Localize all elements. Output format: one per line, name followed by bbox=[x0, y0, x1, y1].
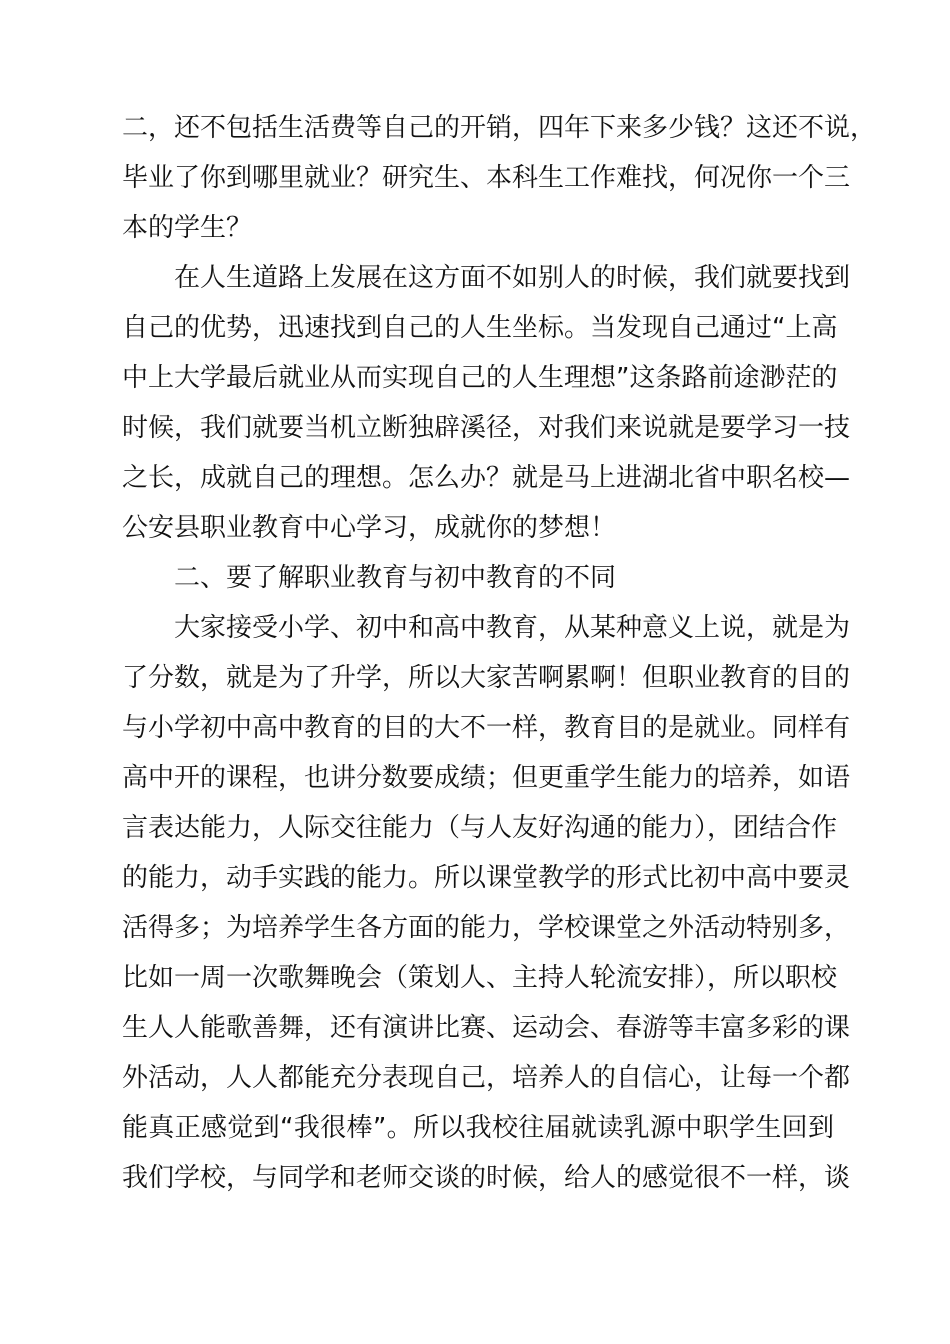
text-line: 活得多；为培养学生各方面的能力，学校课堂之外活动特别多， bbox=[122, 913, 851, 943]
text-line: 外活动，人人都能充分表现自己，培养人的自信心，让每一个都 bbox=[122, 1063, 851, 1093]
text-line: 高中开的课程，也讲分数要成绩；但更重学生能力的培养，如语 bbox=[122, 763, 851, 793]
text-line: 比如一周一次歌舞晚会（策划人、主持人轮流安排），所以职校 bbox=[122, 963, 838, 993]
text-line: 自己的优势，迅速找到自己的人生坐标。当发现自己通过“上高 bbox=[122, 313, 838, 343]
text-line: 中上大学最后就业从而实现自己的人生理想”这条路前途渺茫的 bbox=[122, 363, 838, 393]
text-line: 言表达能力，人际交往能力（与人友好沟通的能力），团结合作 bbox=[122, 813, 838, 843]
text-line: 之长，成就自己的理想。怎么办？就是马上进湖北省中职名校— bbox=[122, 463, 851, 493]
text-line: 本的学生？ bbox=[122, 213, 253, 243]
text-line: 了分数，就是为了升学，所以大家苦啊累啊！但职业教育的目的 bbox=[122, 663, 851, 693]
text-line: 生人人能歌善舞，还有演讲比赛、运动会、春游等丰富多彩的课 bbox=[122, 1013, 851, 1043]
text-line: 我们学校，与同学和老师交谈的时候，给人的感觉很不一样，谈 bbox=[122, 1163, 851, 1193]
paragraph-first-line: 大家接受小学、初中和高中教育，从某种意义上说，就是为 bbox=[174, 613, 851, 643]
text-line: 的能力，动手实践的能力。所以课堂教学的形式比初中高中要灵 bbox=[122, 863, 851, 893]
text-line: 二，还不包括生活费等自己的开销，四年下来多少钱？这还不说， bbox=[122, 113, 877, 143]
text-line: 能真正感觉到“我很棒”。所以我校往届就读乳源中职学生回到 bbox=[122, 1113, 834, 1143]
text-line: 时候，我们就要当机立断独辟溪径，对我们来说就是要学习一技 bbox=[122, 413, 851, 443]
text-line: 与小学初中高中教育的目的大不一样，教育目的是就业。同样有 bbox=[122, 713, 851, 743]
text-line: 公安县职业教育中心学习，成就你的梦想！ bbox=[122, 513, 617, 543]
paragraph-first-line: 在人生道路上发展在这方面不如别人的时候，我们就要找到 bbox=[174, 263, 851, 293]
section-heading: 二、要了解职业教育与初中教育的不同 bbox=[174, 563, 617, 593]
text-line: 毕业了你到哪里就业？研究生、本科生工作难找，何况你一个三 bbox=[122, 163, 851, 193]
